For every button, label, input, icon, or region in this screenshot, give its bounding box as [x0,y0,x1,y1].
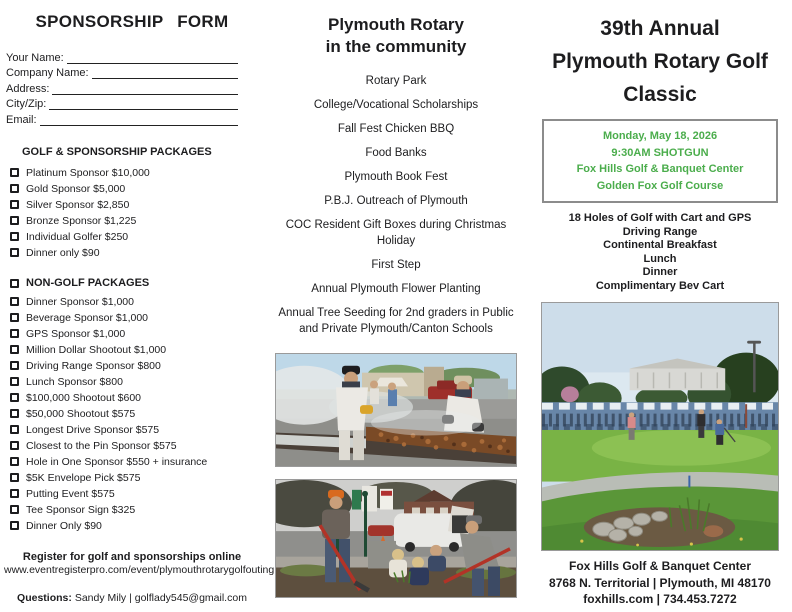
package-option[interactable] [10,470,264,486]
checkbox-icon[interactable] [10,409,19,418]
package-option-label: Platinum Sponsor $10,000 [26,166,150,179]
golf-packages-section [10,146,264,261]
form-field-blank-line[interactable] [67,52,238,64]
community-activity: Fall Fest Chicken BBQ [337,123,455,135]
package-option-label: Longest Drive Sponsor $575 [26,423,160,436]
package-option-label: $50,000 Shootout $575 [26,407,136,420]
form-field-row [6,64,238,80]
form-field-label: Your Name: [6,51,64,64]
checkbox-icon[interactable] [10,232,19,241]
package-option[interactable] [10,229,264,245]
checkbox-icon[interactable] [10,313,19,322]
checkbox-icon[interactable] [10,200,19,209]
package-option[interactable] [10,245,264,261]
checkbox-icon[interactable] [10,489,19,498]
package-option[interactable] [10,454,264,470]
event-details-box [542,119,778,203]
community-activities-list [270,69,522,341]
form-field-label: Company Name: [6,67,89,79]
venue-contact-line: 8768 N. Territorial | Plymouth, MI 48170 [549,575,771,590]
package-include-line: 18 Holes of Golf with Cart and GPS [568,212,752,224]
community-activity: COC Resident Gift Boxes during Christmas Holiday [285,219,507,247]
community-title-line: Plymouth Rotary [327,15,465,34]
package-option[interactable] [10,374,264,390]
package-option-label: $5K Envelope Pick $575 [26,471,141,484]
package-option[interactable] [10,358,264,374]
checkbox-icon[interactable] [10,473,19,482]
checkbox-icon[interactable] [10,425,19,434]
package-option[interactable] [10,213,264,229]
event-detail-line: Golden Fox Golf Course [596,179,724,192]
package-option[interactable] [10,422,264,438]
package-option-label: Dinner Only $90 [26,519,102,532]
package-option-label: Dinner only $90 [26,246,100,259]
golf-packages-header: GOLF & SPONSORSHIP PACKAGES [22,145,212,158]
golf-classic-panel [528,0,792,612]
package-option[interactable] [10,181,264,197]
community-activity: Food Banks [365,147,427,159]
package-option-label: Beverage Sponsor $1,000 [26,311,149,324]
package-option-label: Closest to the Pin Sponsor $575 [26,439,177,452]
non-golf-packages-header: NON-GOLF PACKAGES [26,277,150,289]
checkbox-icon[interactable] [10,345,19,354]
package-option[interactable] [10,438,264,454]
golf-packages-list [10,165,264,261]
package-option-label: Tee Sponsor Sign $325 [26,503,136,516]
checkbox-icon[interactable] [10,377,19,386]
venue-contact-line: Fox Hills Golf & Banquet Center [568,559,751,573]
package-include-line: Continental Breakfast [603,239,717,251]
package-option-label: $100,000 Shootout $600 [26,391,142,404]
golf-course-photo [541,302,779,551]
package-include-line: Complimentary Bev Cart [595,279,725,292]
form-field-blank-line[interactable] [40,114,238,126]
community-activity: First Step [371,259,421,271]
event-detail-line: Fox Hills Golf & Banquet Center [576,163,744,175]
package-option-label: Gold Sponsor $5,000 [26,182,126,195]
register-online-block [0,550,275,576]
package-option[interactable] [10,294,264,310]
community-activity: College/Vocational Scholarships [313,99,479,111]
package-option-label: Million Dollar Shootout $1,000 [26,343,167,356]
checkbox-icon[interactable] [10,393,19,402]
form-field-blank-line[interactable] [52,83,238,95]
package-option[interactable] [10,326,264,342]
venue-contact-line: foxhills.com | 734.453.7272 [583,592,737,606]
community-activity: Annual Tree Seeding for 2nd graders in Public and Private Plymouth/Canton Schools [278,307,514,335]
community-title-line: in the community [325,37,467,56]
form-field-blank-line[interactable] [92,67,238,79]
package-option-label: Individual Golfer $250 [26,230,129,243]
community-activity: Annual Plymouth Flower Planting [311,283,481,295]
contact-fields [0,48,264,126]
checkbox-icon[interactable] [10,248,19,257]
package-option[interactable] [10,342,264,358]
checkbox-icon[interactable] [10,441,19,450]
questions-contact-line [0,592,264,604]
form-field-label: Email: [6,113,37,126]
community-panel [264,0,528,612]
street-planting-photo [275,479,517,598]
package-option-label: Dinner Sponsor $1,000 [26,295,134,308]
non-golf-packages-section [10,275,264,534]
community-activity: Rotary Park [365,75,427,87]
non-golf-packages-list [10,294,264,534]
package-option-label: Lunch Sponsor $800 [26,375,123,388]
package-option[interactable] [10,518,264,534]
checkbox-icon[interactable] [10,361,19,370]
street-planting-illustration [276,480,516,597]
golf-classic-title-line: Classic [623,83,697,106]
chicken-bbq-illustration [276,354,516,466]
form-field-row [6,95,238,111]
form-field-blank-line[interactable] [49,98,238,110]
checkbox-icon[interactable] [10,457,19,466]
package-option[interactable] [10,390,264,406]
sponsorship-form-title: SPONSORSHIP FORM [35,12,229,31]
register-heading: Register for golf and sponsorships online [22,550,242,563]
community-activity: Plymouth Book Fest [344,171,448,183]
package-option[interactable] [10,310,264,326]
community-activity: P.B.J. Outreach of Plymouth [324,195,468,207]
package-option[interactable] [10,406,264,422]
checkbox-icon[interactable] [10,329,19,338]
package-option[interactable] [10,486,264,502]
package-option-label: Silver Sponsor $2,850 [26,198,130,211]
package-option-label: Driving Range Sponsor $800 [26,359,161,372]
package-option-label: Hole in One Sponsor $550 + insurance [26,455,208,468]
package-option-label: Putting Event $575 [26,487,115,500]
form-field-row [6,79,238,95]
checkbox-icon[interactable] [10,279,19,288]
form-field-label: Address: [6,82,50,95]
package-option-label: GPS Sponsor $1,000 [26,327,126,340]
checkbox-icon[interactable] [10,521,19,530]
form-field-row [6,110,238,126]
event-detail-line: 9:30AM SHOTGUN [611,146,709,159]
package-option[interactable] [10,165,264,181]
venue-contact-block [540,558,780,608]
questions-label: Questions: [17,591,72,604]
checkbox-icon[interactable] [10,216,19,225]
golf-classic-title-line: 39th Annual [600,17,720,40]
questions-contact[interactable]: Sandy Mily | golflady545@gmail.com [74,591,247,604]
checkbox-icon[interactable] [10,184,19,193]
package-include-line: Lunch [643,252,677,265]
community-title [270,14,522,58]
event-detail-line: Monday, May 18, 2026 [602,130,718,142]
package-include-line: Driving Range [622,225,698,238]
form-field-row [6,48,238,64]
checkbox-icon[interactable] [10,168,19,177]
golf-course-illustration [542,303,778,550]
package-option[interactable] [10,502,264,518]
package-option[interactable] [10,197,264,213]
package-includes-list [540,212,780,293]
package-include-line: Dinner [642,266,678,278]
package-option-label: Bronze Sponsor $1,225 [26,214,137,227]
form-field-label: City/Zip: [6,98,47,110]
sponsorship-form-panel [0,0,275,612]
checkbox-icon[interactable] [10,297,19,306]
checkbox-icon[interactable] [10,505,19,514]
golf-classic-title-line: Plymouth Rotary Golf [552,50,768,73]
non-golf-packages-header-row[interactable] [10,275,264,292]
register-url-link[interactable]: www.eventregisterpro.com/event/plymouthrotarygolfouting [4,563,275,576]
golf-classic-title [540,12,780,111]
chicken-bbq-photo [275,353,517,467]
